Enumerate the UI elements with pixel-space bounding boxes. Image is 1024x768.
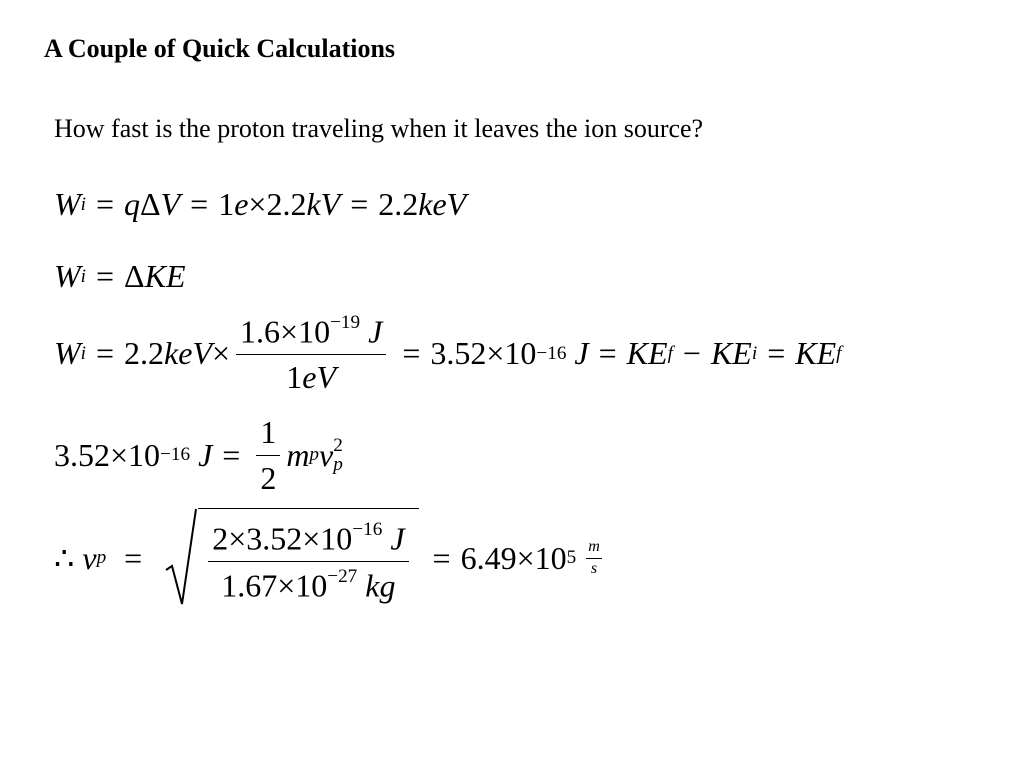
unit-j: J (198, 436, 213, 473)
coefficient: 3.52 (430, 335, 487, 372)
coefficient: 3.52 (54, 436, 110, 473)
sub-p: p (96, 547, 107, 568)
var-ke: KE (710, 335, 752, 372)
sub-i: i (751, 342, 758, 364)
coefficient: 1.67 (221, 567, 278, 604)
unit-kev: keV (164, 335, 212, 372)
exponent: 2 (333, 435, 343, 457)
base-ten: 10 (320, 520, 353, 557)
fraction-denominator (282, 355, 340, 396)
equals-sign: = (432, 539, 451, 576)
unit-j: J (574, 335, 589, 372)
equation-velocity (54, 508, 608, 608)
times-sign: × (280, 313, 299, 350)
question-text: How fast is the proton traveling when it leaves the ion source? (54, 114, 704, 143)
equals-sign: = (96, 335, 115, 372)
conversion-fraction (236, 312, 386, 396)
times-sign: × (212, 335, 231, 372)
equals-sign: = (190, 186, 209, 222)
value: 2.2 (266, 186, 307, 222)
exponent: −19 (330, 312, 361, 333)
equation-energy-conversion (54, 312, 841, 396)
equals-sign: = (96, 258, 115, 294)
var-w: W (54, 186, 81, 222)
var-v: v (319, 436, 334, 473)
exponent: −16 (352, 518, 383, 540)
exponent: −16 (536, 342, 567, 364)
slide-title: A Couple of Quick Calculations (44, 34, 396, 63)
velocity-fraction (208, 519, 408, 604)
exponent: −16 (160, 444, 191, 466)
equals-sign: = (350, 186, 369, 222)
equation-work-voltage (54, 186, 466, 223)
sub-p: p (309, 444, 320, 466)
var-ke: KE (795, 335, 837, 372)
square-root (164, 508, 418, 608)
equation-kinetic-energy (54, 414, 343, 497)
value: 2.2 (378, 186, 419, 222)
base-ten: 10 (534, 539, 567, 576)
equals-sign: = (222, 436, 241, 473)
delta-symbol: Δ (124, 258, 145, 294)
unit-kv: kV (306, 186, 341, 222)
unit-kg: kg (365, 567, 396, 604)
coefficient: 3.52 (246, 520, 303, 557)
sub-i: i (80, 342, 86, 364)
sub-i: i (80, 193, 86, 215)
unit-ev: eV (302, 359, 337, 396)
base-ten: 10 (504, 335, 537, 372)
sub-f: f (836, 342, 842, 364)
unit-kev: keV (418, 186, 467, 222)
unit-denominator: s (590, 559, 598, 577)
delta-symbol: Δ (140, 186, 161, 222)
half-fraction (256, 414, 280, 497)
coefficient: 6.49 (460, 539, 517, 576)
fraction-numerator: 1 (256, 414, 280, 456)
exponent: 5 (566, 547, 577, 568)
var-v: v (82, 539, 97, 576)
times-sign: × (277, 567, 296, 604)
sub-p: p (333, 454, 343, 476)
times-sign: × (110, 436, 129, 473)
number-two: 2 (212, 520, 229, 557)
exponent: −27 (327, 566, 358, 587)
minus-sign: − (682, 335, 701, 372)
number-one: 1 (218, 186, 235, 222)
base-ten: 10 (295, 567, 328, 604)
base-ten: 10 (128, 436, 161, 473)
radical-sign-icon (164, 508, 198, 608)
times-sign: × (302, 520, 321, 557)
therefore-symbol: ∴ (54, 540, 75, 576)
equals-sign: = (598, 335, 617, 372)
times-sign: × (516, 539, 535, 576)
sub-sup-stack (333, 436, 343, 474)
equals-sign: = (96, 186, 115, 222)
equation-work-energy (54, 258, 186, 295)
sub-i: i (80, 265, 86, 287)
var-ke: KE (144, 258, 186, 294)
base-ten: 10 (298, 313, 331, 350)
var-e: e (234, 186, 249, 222)
unit-fraction (586, 538, 602, 578)
unit-numerator: m (586, 538, 602, 558)
equals-sign: = (124, 539, 143, 576)
number-one: 1 (286, 359, 303, 396)
fraction-denominator: 2 (260, 459, 277, 496)
var-ke: KE (626, 335, 668, 372)
times-sign: × (228, 520, 247, 557)
radicand (198, 508, 418, 608)
unit-j: J (368, 313, 383, 350)
fraction-numerator (236, 312, 386, 355)
fraction-denominator (217, 562, 399, 604)
var-m: m (286, 436, 310, 473)
var-q: q (124, 186, 141, 222)
coefficient: 1.6 (240, 313, 281, 350)
var-w: W (54, 335, 81, 372)
fraction-numerator (208, 519, 408, 562)
unit-j: J (390, 520, 405, 557)
equals-sign: = (402, 335, 421, 372)
var-v: V (160, 186, 181, 222)
times-sign: × (248, 186, 267, 222)
var-w: W (54, 258, 81, 294)
equals-sign: = (767, 335, 786, 372)
times-sign: × (486, 335, 505, 372)
sub-f: f (667, 342, 673, 364)
value: 2.2 (124, 335, 165, 372)
